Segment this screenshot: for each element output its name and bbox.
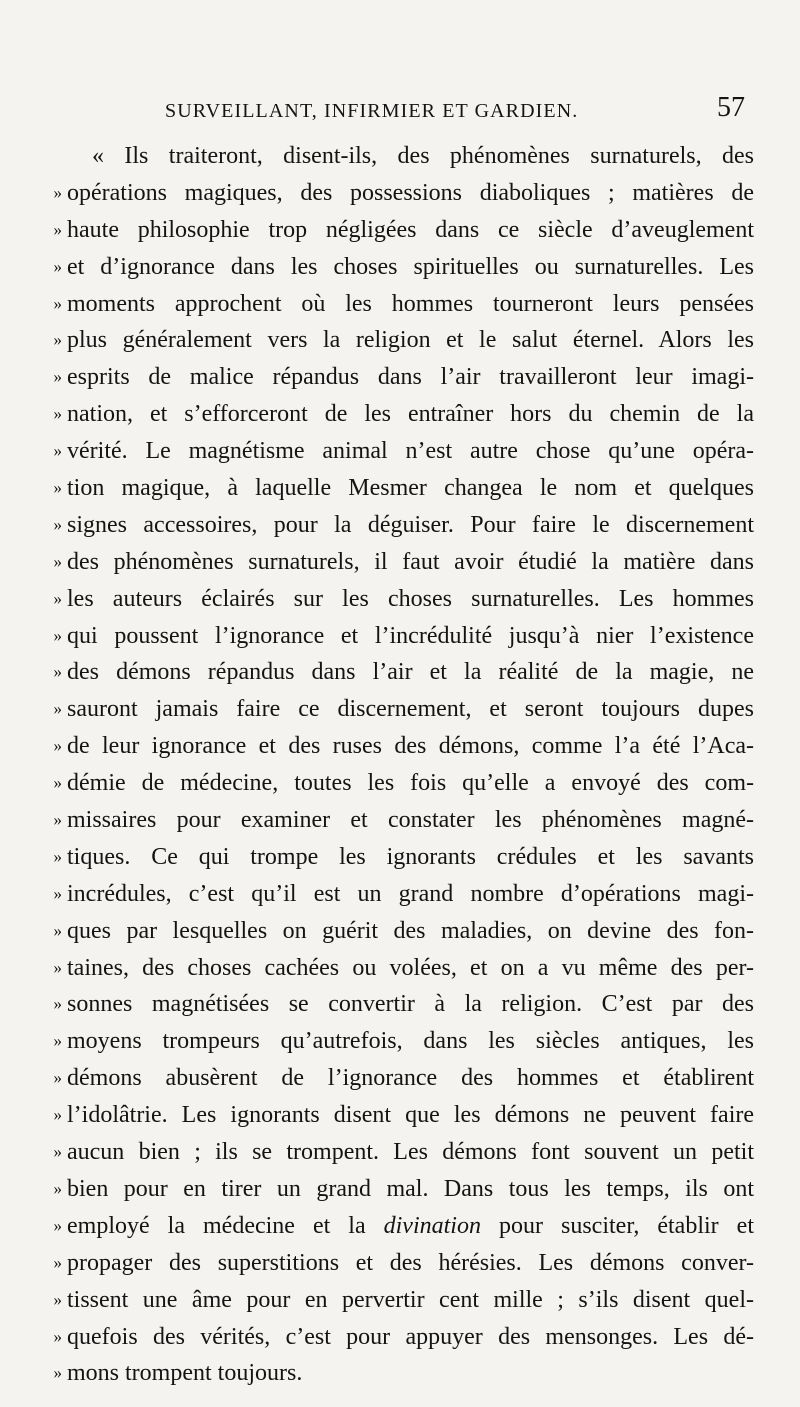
line-text bbox=[67, 1355, 754, 1392]
text-line bbox=[42, 1060, 754, 1097]
text-line bbox=[42, 249, 754, 286]
line-text-segment: les auteurs éclairés sur les choses surnaturelles. Les hommes bbox=[67, 585, 754, 612]
quote-continuation-mark: » bbox=[53, 1289, 62, 1309]
quote-continuation-mark: » bbox=[53, 699, 62, 719]
text-line bbox=[42, 950, 754, 987]
text-line bbox=[42, 691, 754, 728]
quote-continuation-mark: » bbox=[53, 219, 62, 239]
line-text-segment: sauront jamais faire ce discernement, et seront toujours dupes bbox=[67, 696, 754, 723]
line-text bbox=[67, 728, 754, 765]
line-text bbox=[67, 507, 754, 544]
line-text-segment: moyens trompeurs qu’autrefois, dans les siècles antiques, les bbox=[67, 1028, 754, 1055]
line-text-segment: taines, des choses cachées ou volées, et on a vu même des per- bbox=[67, 954, 754, 981]
line-text bbox=[67, 913, 754, 950]
line-text-segment: démie de médecine, toutes les fois qu’elle a envoyé des com- bbox=[67, 770, 754, 797]
line-text bbox=[67, 950, 754, 987]
line-text bbox=[67, 691, 754, 728]
line-text bbox=[67, 986, 754, 1023]
text-line bbox=[42, 986, 754, 1023]
line-text-segment: incrédules, c’est qu’il est un grand nombre d’opérations magi- bbox=[67, 880, 754, 907]
text-line bbox=[42, 544, 754, 581]
quote-continuation-mark: » bbox=[53, 1105, 62, 1125]
quote-continuation-mark: » bbox=[53, 588, 62, 608]
text-line bbox=[42, 765, 754, 802]
quote-continuation-mark: » bbox=[53, 1252, 62, 1272]
quote-continuation-mark: » bbox=[53, 330, 62, 350]
line-text-segment: propager des superstitions et des hérésies. Les démons conver- bbox=[67, 1249, 754, 1276]
line-text-segment: et d’ignorance dans les choses spirituelles ou surnaturelles. Les bbox=[67, 253, 754, 280]
quote-continuation-mark: » bbox=[53, 256, 62, 276]
text-line bbox=[42, 1282, 754, 1319]
line-text bbox=[67, 839, 754, 876]
text-line bbox=[42, 728, 754, 765]
text-line bbox=[42, 1319, 754, 1356]
text-line bbox=[42, 1134, 754, 1171]
line-text bbox=[67, 654, 754, 691]
line-text bbox=[67, 1208, 754, 1245]
line-text bbox=[67, 1023, 754, 1060]
line-text bbox=[67, 876, 754, 913]
quote-continuation-mark: » bbox=[53, 1068, 62, 1088]
line-text bbox=[67, 396, 754, 433]
line-text bbox=[67, 1060, 754, 1097]
quote-continuation-mark: » bbox=[53, 478, 62, 498]
line-text-segment: nation, et s’efforceront de les entraîner hors du chemin de la bbox=[67, 401, 754, 428]
text-line bbox=[42, 654, 754, 691]
line-text bbox=[67, 1282, 754, 1319]
line-text bbox=[67, 544, 754, 581]
quote-continuation-mark: » bbox=[53, 1031, 62, 1051]
text-line bbox=[42, 507, 754, 544]
quote-continuation-mark: » bbox=[53, 441, 62, 461]
line-text-segment: employé la médecine et la bbox=[67, 1212, 384, 1239]
line-text bbox=[67, 765, 754, 802]
line-text-segment: missaires pour examiner et constater les phénomènes magné- bbox=[67, 807, 754, 834]
quote-continuation-mark: » bbox=[53, 551, 62, 571]
line-text-segment: moments approchent où les hommes tourneront leurs pensées bbox=[67, 290, 754, 317]
line-text-segment: sonnes magnétisées se convertir à la religion. C’est par des bbox=[67, 991, 754, 1018]
line-text-segment: tissent une âme pour en pervertir cent mille ; s’ils disent quel- bbox=[67, 1286, 754, 1313]
text-line bbox=[42, 839, 754, 876]
quote-continuation-mark: » bbox=[53, 736, 62, 756]
text-line bbox=[42, 1208, 754, 1245]
text-line bbox=[42, 212, 754, 249]
quote-continuation-mark: » bbox=[53, 810, 62, 830]
line-text bbox=[67, 470, 754, 507]
text-line bbox=[42, 1245, 754, 1282]
quote-continuation-mark: » bbox=[53, 1363, 62, 1383]
text-line bbox=[42, 913, 754, 950]
quote-continuation-mark: » bbox=[53, 883, 62, 903]
text-line bbox=[42, 396, 754, 433]
line-text-segment: plus généralement vers la religion et le salut éternel. Alors les bbox=[67, 327, 754, 354]
line-text-segment: bien pour en tirer un grand mal. Dans tous les temps, ils ont bbox=[67, 1175, 754, 1202]
line-text bbox=[67, 618, 754, 655]
line-text-segment: mons trompent toujours. bbox=[67, 1360, 303, 1387]
line-text bbox=[67, 1171, 754, 1208]
quoted-paragraph bbox=[42, 138, 754, 1392]
line-text-segment: l’idolâtrie. Les ignorants disent que les démons ne peuvent faire bbox=[67, 1102, 754, 1129]
quote-continuation-mark: » bbox=[53, 1142, 62, 1162]
line-text-segment: aucun bien ; ils se trompent. Les démons font souvent un petit bbox=[67, 1139, 754, 1166]
line-text bbox=[67, 1134, 754, 1171]
line-text-segment: des démons répandus dans l’air et la réalité de la magie, ne bbox=[67, 659, 754, 686]
text-line bbox=[42, 802, 754, 839]
text-line bbox=[42, 1171, 754, 1208]
text-line bbox=[42, 581, 754, 618]
line-text-segment: haute philosophie trop négligées dans ce siècle d’aveuglement bbox=[67, 216, 754, 243]
quote-continuation-mark: » bbox=[53, 994, 62, 1014]
line-text bbox=[67, 581, 754, 618]
line-text-segment: « Ils traiteront, disent-ils, des phénomènes surnaturels, des bbox=[92, 143, 754, 169]
line-text-segment: de leur ignorance et des ruses des démons, comme l’a été l’Aca- bbox=[67, 733, 754, 760]
text-line bbox=[42, 1097, 754, 1134]
line-text-segment: ques par lesquelles on guérit des maladies, on devine des fon- bbox=[67, 917, 754, 944]
quote-continuation-mark: » bbox=[53, 773, 62, 793]
italic-term: divination bbox=[383, 1212, 481, 1239]
text-line bbox=[42, 1023, 754, 1060]
line-text-segment: vérité. Le magnétisme animal n’est autre chose qu’une opéra- bbox=[67, 438, 754, 465]
quote-continuation-mark: » bbox=[53, 625, 62, 645]
quote-continuation-mark: » bbox=[53, 1326, 62, 1346]
line-text-segment: opérations magiques, des possessions diaboliques ; matières de bbox=[67, 179, 754, 206]
text-line bbox=[42, 322, 754, 359]
line-text bbox=[67, 322, 754, 359]
line-text bbox=[67, 433, 754, 470]
quote-continuation-mark: » bbox=[53, 957, 62, 977]
line-text-segment: esprits de malice répandus dans l’air travailleront leur imagi- bbox=[67, 364, 754, 391]
line-text-segment: tion magique, à laquelle Mesmer changea le nom et quelques bbox=[67, 475, 754, 502]
text-line bbox=[42, 433, 754, 470]
line-text bbox=[67, 286, 754, 323]
quote-continuation-mark: » bbox=[53, 662, 62, 682]
line-text-segment: qui poussent l’ignorance et l’incrédulité jusqu’à nier l’existence bbox=[67, 622, 754, 649]
text-line bbox=[42, 175, 754, 212]
quote-continuation-mark: » bbox=[53, 404, 62, 424]
text-line bbox=[42, 470, 754, 507]
text-line bbox=[42, 286, 754, 323]
quote-continuation-mark: » bbox=[53, 1178, 62, 1198]
line-text bbox=[67, 249, 754, 286]
quote-continuation-mark: » bbox=[53, 293, 62, 313]
line-text bbox=[67, 802, 754, 839]
line-text bbox=[92, 138, 754, 175]
line-text bbox=[67, 175, 754, 212]
text-line bbox=[42, 1355, 754, 1392]
text-line bbox=[42, 618, 754, 655]
quote-continuation-mark: » bbox=[53, 1215, 62, 1235]
quote-continuation-mark: » bbox=[53, 920, 62, 940]
quote-continuation-mark: » bbox=[53, 514, 62, 534]
running-title: SURVEILLANT, INFIRMIER ET GARDIEN. bbox=[165, 100, 579, 122]
quote-continuation-mark: » bbox=[53, 182, 62, 202]
line-text bbox=[67, 1097, 754, 1134]
line-text bbox=[67, 1245, 754, 1282]
line-text bbox=[67, 1319, 754, 1356]
line-text bbox=[67, 359, 754, 396]
running-head bbox=[165, 92, 745, 126]
quote-continuation-mark: » bbox=[53, 846, 62, 866]
page-number: 57 bbox=[717, 92, 745, 123]
line-text-segment: pour susciter, établir et bbox=[480, 1212, 755, 1239]
text-line bbox=[42, 138, 754, 175]
line-text-segment: tiques. Ce qui trompe les ignorants crédules et les savants bbox=[67, 843, 754, 870]
line-text-segment: quefois des vérités, c’est pour appuyer des mensonges. Les dé- bbox=[67, 1323, 754, 1350]
line-text-segment: démons abusèrent de l’ignorance des hommes et établirent bbox=[67, 1065, 754, 1092]
line-text-segment: des phénomènes surnaturels, il faut avoir étudié la matière dans bbox=[67, 548, 754, 575]
text-line bbox=[42, 876, 754, 913]
line-text bbox=[67, 212, 754, 249]
quote-continuation-mark: » bbox=[53, 367, 62, 387]
line-text-segment: signes accessoires, pour la déguiser. Pour faire le discernement bbox=[67, 511, 754, 538]
text-line bbox=[42, 359, 754, 396]
